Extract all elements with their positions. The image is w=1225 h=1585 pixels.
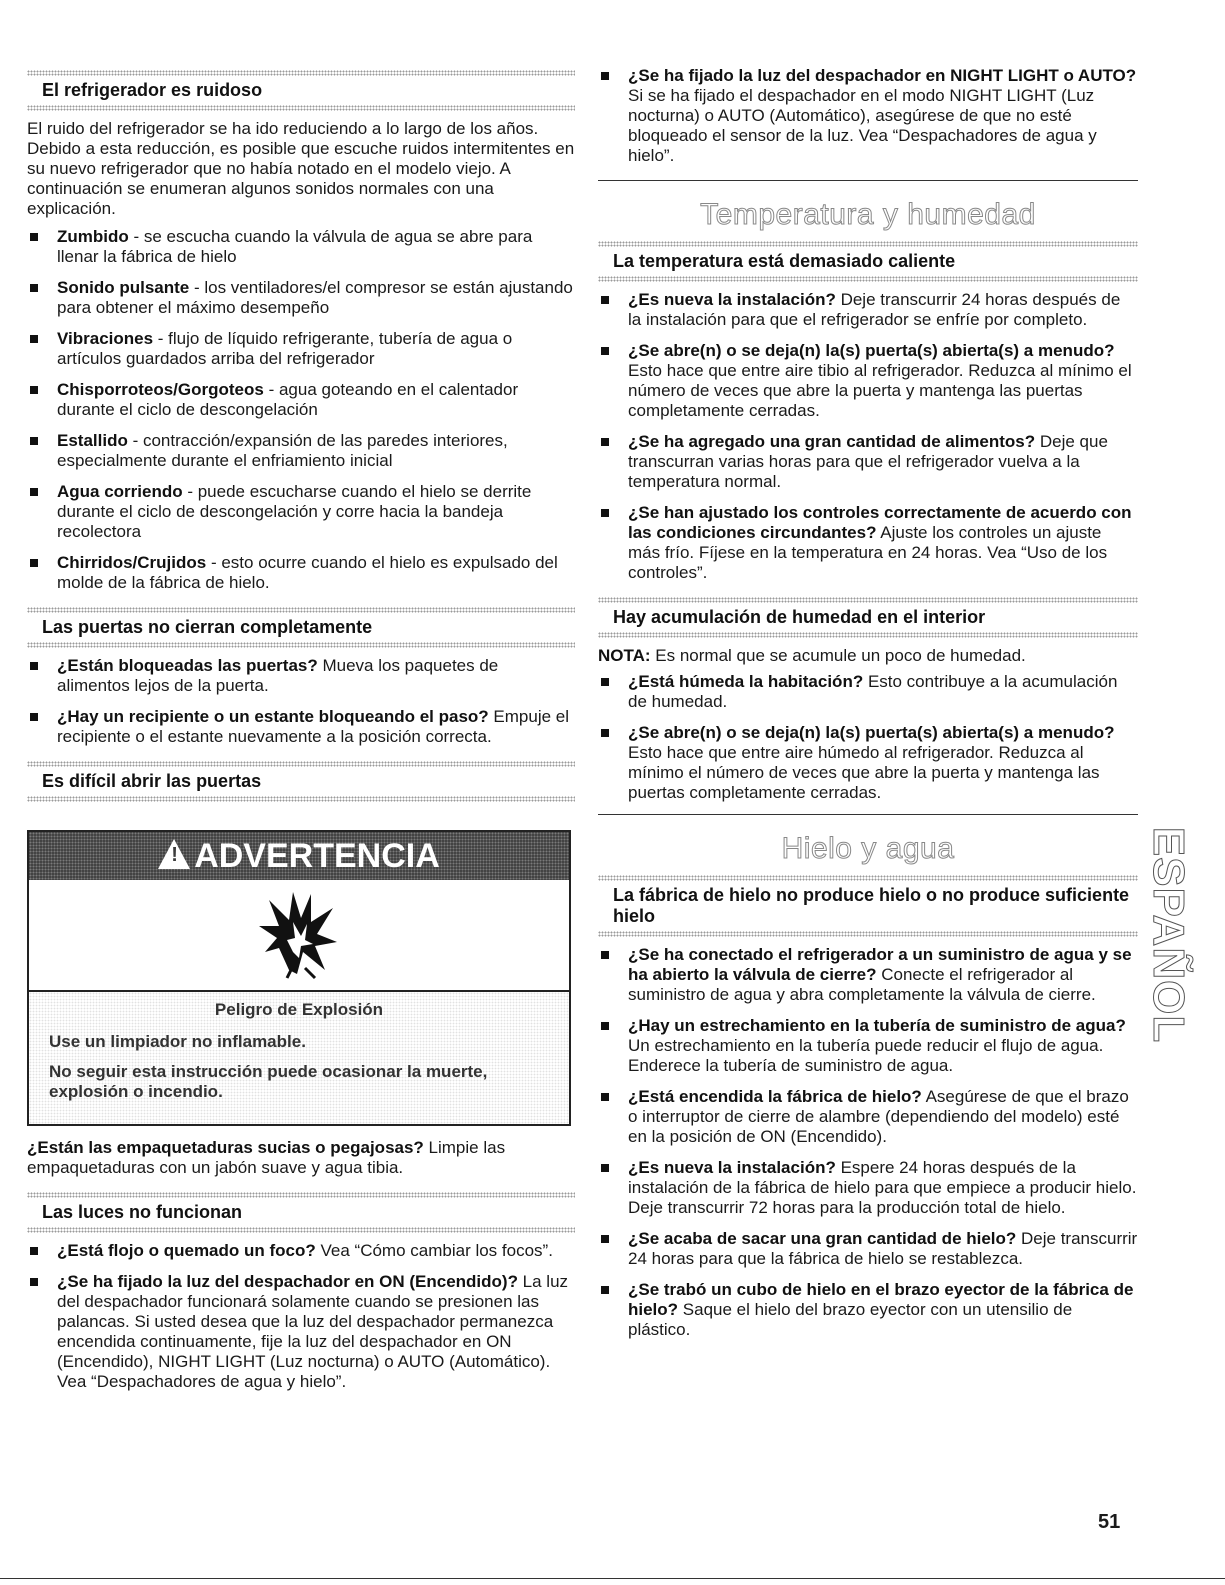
warning-line: Use un limpiador no inflamable.: [49, 1032, 306, 1051]
list-item: ¿Se ha conectado el refrigerador a un suministro de agua y se ha abierto la válvula de cierre? Conecte el refrigerador al suministro de agua y abra completamente la válvula de cierre.: [598, 945, 1138, 1005]
moisture-list: [598, 672, 1138, 803]
list-item: ¿Se abre(n) o se deja(n) la(s) puerta(s) abierta(s) a menudo? Esto hace que entre aire tibio al refrigerador. Reduzca al mínimo el número de veces que abre la puerta y mantenga las puertas completamente cerradas.: [598, 341, 1138, 421]
section-title: El refrigerador es ruidoso: [42, 80, 263, 100]
list-item: ¿Están bloqueadas las puertas? Mueva los paquetes de alimentos lejos de la puerta.: [27, 656, 575, 696]
list-item: ¿Está húmeda la habitación? Esto contribuye a la acumulación de humedad.: [598, 672, 1138, 712]
list-item: ¿Está encendida la fábrica de hielo? Asegúrese de que el brazo o interruptor de cierre de alambre (dependiendo del modelo) esté en la posición de ON (Encendido).: [598, 1087, 1138, 1147]
section-title: La fábrica de hielo no produce hielo o no produce suficiente hielo: [613, 885, 1130, 926]
section-header-noisy: [27, 70, 575, 111]
section-title: Hay acumulación de humedad en el interior: [613, 607, 986, 627]
language-side-tab: [1144, 808, 1193, 1062]
list-item: ¿Hay un recipiente o un estante bloqueando el paso? Empuje el recipiente o el estante nuevamente a la posición correcta.: [27, 707, 575, 747]
section-header-ice-maker: [598, 875, 1138, 937]
section-title: Es difícil abrir las puertas: [42, 771, 262, 791]
list-item: ¿Está flojo o quemado un foco? Vea “Cómo cambiar los focos”.: [27, 1241, 575, 1261]
list-item: ¿Se abre(n) o se deja(n) la(s) puerta(s) abierta(s) a menudo? Esto hace que entre aire húmedo al refrigerador. Reduzca al mínimo el número de veces que abre la puerta y mantenga las puertas completamente cerradas.: [598, 723, 1138, 803]
bottom-border: [0, 1578, 1225, 1579]
temperature-list: [598, 290, 1138, 583]
warning-body: [29, 992, 569, 1124]
gasket-paragraph: ¿Están las empaquetaduras sucias o pegajosas? Limpie las empaquetaduras con un jabón suave y agua tibia.: [27, 1138, 506, 1177]
ice-water-heading: Hielo y agua: [781, 832, 955, 865]
list-item: ¿Es nueva la instalación? Deje transcurrir 24 horas después de la instalación para que el refrigerador se enfríe por completo.: [598, 290, 1138, 330]
section-title: La temperatura está demasiado caliente: [613, 251, 956, 271]
section-title: Las luces no funcionan: [42, 1202, 243, 1222]
list-item: ¿Hay un estrechamiento en la tubería de suministro de agua? Un estrechamiento en la tubería puede reducir el flujo de agua. Enderece la tubería de suministro de agua.: [598, 1016, 1138, 1076]
right-column: [598, 62, 1138, 1351]
warning-title: Peligro de Explosión: [214, 1000, 384, 1019]
list-item: ¿Se ha fijado la luz del despachador en NIGHT LIGHT o AUTO? Si se ha fijado el despachador en el modo NIGHT LIGHT (Luz nocturna) o AUTO (Automático), asegúrese de que no esté bloqueado el sensor de la luz. Vea “Despachadores de agua y hielo”.: [598, 66, 1138, 166]
list-item: Zumbido - se escucha cuando la válvula de agua se abre para llenar la fábrica de hielo: [27, 227, 575, 267]
side-tab-label: ESPAÑOL: [1144, 826, 1193, 1044]
noise-list: [27, 227, 575, 593]
explosion-icon: [29, 880, 569, 992]
section-header-doors: [27, 607, 575, 648]
doors-list: [27, 656, 575, 747]
section-header-hard-open: [27, 761, 575, 802]
warning-box: [27, 830, 571, 1126]
section-title: Las puertas no cierran completamente: [42, 617, 373, 637]
page-number: 51: [1098, 1511, 1121, 1533]
warning-line: No seguir esta instrucción puede ocasionar la muerte, explosión o incendio.: [49, 1062, 488, 1101]
section-header-lights: [27, 1192, 575, 1233]
note-paragraph: NOTA: Es normal que se acumule un poco de humedad.: [598, 646, 1026, 665]
light-continued-list: [598, 66, 1138, 166]
list-item: Vibraciones - flujo de líquido refrigerante, tubería de agua o artículos guardados arriba del refrigerador: [27, 329, 575, 369]
lights-list: [27, 1241, 575, 1392]
list-item: ¿Se ha fijado la luz del despachador en ON (Encendido)? La luz del despachador funcionará solamente cuando se presionen las palancas. Si usted desea que la luz del despachador permanezca encendida continuamente, fije la luz del despachador en ON (Encendido), NIGHT LIGHT (Luz nocturna) o AUTO (Automático). Vea “Despachadores de agua y hielo”.: [27, 1272, 575, 1392]
list-item: ¿Se trabó un cubo de hielo en el brazo eyector de la fábrica de hielo? Saque el hielo del brazo eyector con un utensilio de plástico.: [598, 1280, 1138, 1340]
list-item: Chisporroteos/Gorgoteos - agua goteando en el calentador durante el ciclo de descongelación: [27, 380, 575, 420]
divider: [598, 180, 1138, 181]
list-item: Sonido pulsante - los ventiladores/el compresor se están ajustando para obtener el máximo desempeño: [27, 278, 575, 318]
divider: [598, 814, 1138, 815]
temperature-heading: Temperatura y humedad: [700, 198, 1036, 231]
left-column: [27, 70, 575, 1403]
list-item: ¿Es nueva la instalación? Espere 24 horas después de la instalación de la fábrica de hielo para que empiece a producir hielo. Deje transcurrir 72 horas para la producción total de hielo.: [598, 1158, 1138, 1218]
list-item: ¿Se ha agregado una gran cantidad de alimentos? Deje que transcurran varias horas para que el refrigerador vuelva a la temperatura normal.: [598, 432, 1138, 492]
list-item: Chirridos/Crujidos - esto ocurre cuando el hielo es expulsado del molde de la fábrica de hielo.: [27, 553, 575, 593]
warning-triangle-icon: !: [158, 839, 190, 869]
list-item: ¿Se acaba de sacar una gran cantidad de hielo? Deje transcurrir 24 horas para que la fábrica de hielo se restablezca.: [598, 1229, 1138, 1269]
ice-list: [598, 945, 1138, 1340]
list-item: Agua corriendo - puede escucharse cuando el hielo se derrite durante el ciclo de descongelación y corre hacia la bandeja recolectora: [27, 482, 575, 542]
section-header-too-warm: [598, 241, 1138, 282]
list-item: ¿Se han ajustado los controles correctamente de acuerdo con las condiciones circundantes? Ajuste los controles un ajuste más frío. Fíjese en la temperatura en 24 horas. Vea “Uso de los controles”.: [598, 503, 1138, 583]
warning-header: ! ADVERTENCIA: [29, 832, 569, 880]
intro-paragraph: El ruido del refrigerador se ha ido reduciendo a lo largo de los años. Debido a esta reducción, es posible que escuche ruidos intermitentes en su nuevo refrigerador que no había notado en el modelo viejo. A continuación se enumeran algunos sonidos normales con una explicación.: [27, 119, 575, 218]
section-header-moisture: [598, 597, 1138, 638]
list-item: Estallido - contracción/expansión de las paredes interiores, especialmente durante el enfriamiento inicial: [27, 431, 575, 471]
